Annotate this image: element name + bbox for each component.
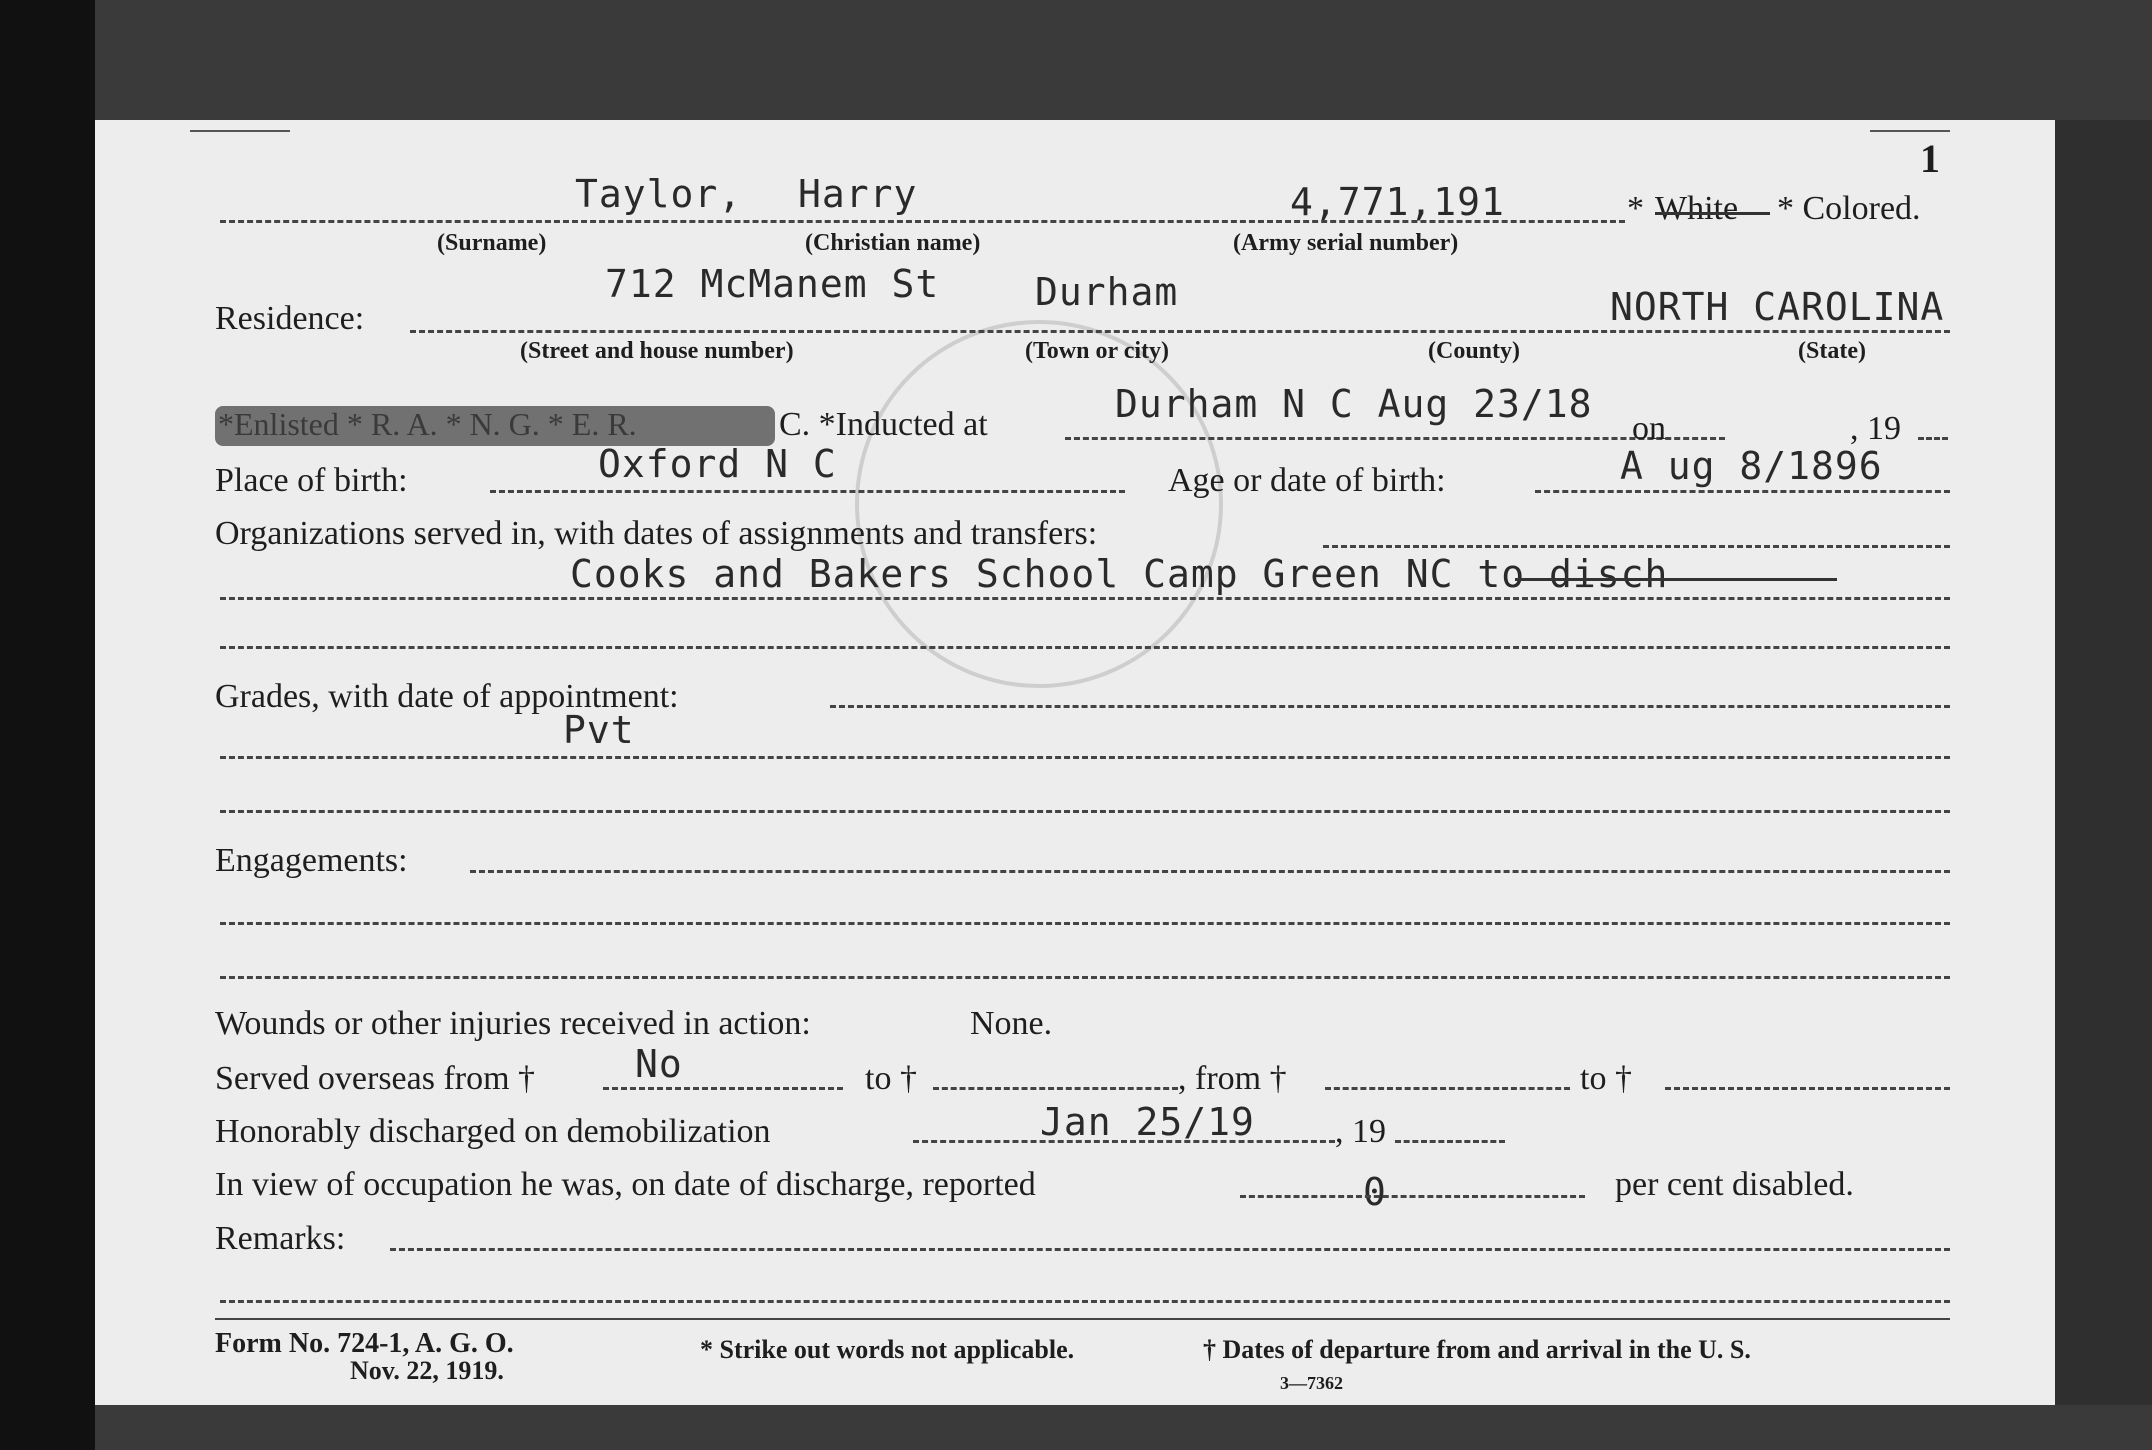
inducted-label: C. *Inducted at [779,406,988,443]
discharge-year-line [1395,1140,1505,1143]
birth-place-line [490,490,1125,493]
birth-date-value: A ug 8/1896 [1620,444,1883,488]
faint-stamp-seal [855,320,1223,688]
discharge-label: Honorably discharged on demobilization [215,1113,771,1150]
christian-name-caption: (Christian name) [805,230,981,256]
birth-place-label: Place of birth: [215,462,408,499]
inducted-place-date: Durham N C Aug 23/18 [1115,382,1593,426]
print-code: 3—7362 [1280,1373,1343,1393]
residence-line [410,330,1950,333]
overseas-from2-line [1325,1087,1570,1090]
birth-place-value: Oxford N C [598,442,837,486]
residence-street: 712 McManem St [605,262,940,306]
name-line [220,220,1625,223]
engagements-line-1 [470,870,1950,873]
grades-value: Pvt [563,708,635,752]
overseas-to2-line [1665,1087,1950,1090]
scan-border-top [95,0,2152,120]
race-prefix: * [1627,190,1644,227]
residence-state: NORTH CAROLINA [1610,285,1945,329]
state-caption: (State) [1798,338,1866,364]
form-number: Form No. 724-1, A. G. O. [215,1328,514,1359]
organizations-label: Organizations served in, with dates of assignments and transfers: [215,515,1098,552]
residence-town: Durham [1035,270,1179,314]
remarks-line-1 [390,1248,1950,1251]
footnote-dates: † Dates of departure from and arrival in the U. S. [1203,1335,1751,1364]
organizations-line-1 [1323,545,1950,548]
overseas-from2-label: , from † [1178,1060,1287,1097]
scan-border-bottom [95,1405,2152,1450]
inducted-line [1065,437,1725,440]
overseas-to-line [933,1087,1178,1090]
inducted-on-label: on [1632,410,1666,447]
town-caption: (Town or city) [1025,338,1169,364]
wounds-value: None. [970,1005,1053,1042]
footnote-strike-out: * Strike out words not applicable. [700,1335,1075,1364]
serial-number-caption: (Army serial number) [1233,230,1459,256]
birth-date-label: Age or date of birth: [1168,462,1446,499]
card-number: 1 [1920,136,1940,181]
disability-label: In view of occupation he was, on date of discharge, reported [215,1166,1036,1203]
race-white: White [1655,190,1739,227]
christian-name-value: Harry [798,172,918,216]
remarks-label: Remarks: [215,1220,346,1257]
surname-value: Taylor, [575,172,743,216]
surname-caption: (Surname) [437,230,547,256]
to-disch-strike [1515,578,1837,581]
serial-number-value: 4,771,191 [1290,180,1505,224]
scan-border-left [0,0,95,1450]
engagements-line-2 [220,922,1950,925]
inducted-year-line [1918,437,1948,440]
overseas-to-label: to † [865,1060,917,1097]
race-colored: * Colored. [1777,190,1921,227]
inducted-year-label: , 19 [1850,410,1901,447]
grades-line-3 [220,810,1950,813]
grades-line-1 [830,705,1950,708]
disability-suffix: per cent disabled. [1615,1166,1854,1203]
street-caption: (Street and house number) [520,338,794,364]
grades-line-2 [220,756,1950,759]
overseas-from-label: Served overseas from † [215,1060,536,1097]
overseas-to2-label: to † [1580,1060,1632,1097]
county-caption: (County) [1428,338,1521,364]
race-white-strike [1655,212,1770,215]
organizations-line-2 [220,597,1950,600]
remarks-line-2 [220,1300,1950,1303]
engagements-label: Engagements: [215,842,408,879]
discharge-year-label: , 19 [1335,1113,1386,1150]
residence-label: Residence: [215,300,365,337]
wounds-label: Wounds or other injuries received in action: [215,1005,811,1042]
enlistment-struck-text: *Enlisted * R. A. * N. G. * E. R. [218,406,637,442]
form-date: Nov. 22, 1919. [350,1356,504,1385]
disability-line [1240,1195,1585,1198]
disability-value: 0 [1363,1170,1387,1214]
organizations-line-3 [220,646,1950,649]
organizations-value: Cooks and Bakers School Camp Green NC to disch [570,552,1669,596]
overseas-from-line [603,1087,843,1090]
footer-rule [215,1318,1950,1320]
discharge-line [913,1140,1335,1143]
top-right-rule [1870,130,1950,132]
overseas-value: No [635,1042,683,1086]
service-record-card [95,120,2055,1405]
birth-date-line [1535,490,1950,493]
top-left-rule [190,130,290,132]
discharge-date: Jan 25/19 [1040,1100,1255,1144]
grades-label: Grades, with date of appointment: [215,678,679,715]
engagements-line-3 [220,976,1950,979]
